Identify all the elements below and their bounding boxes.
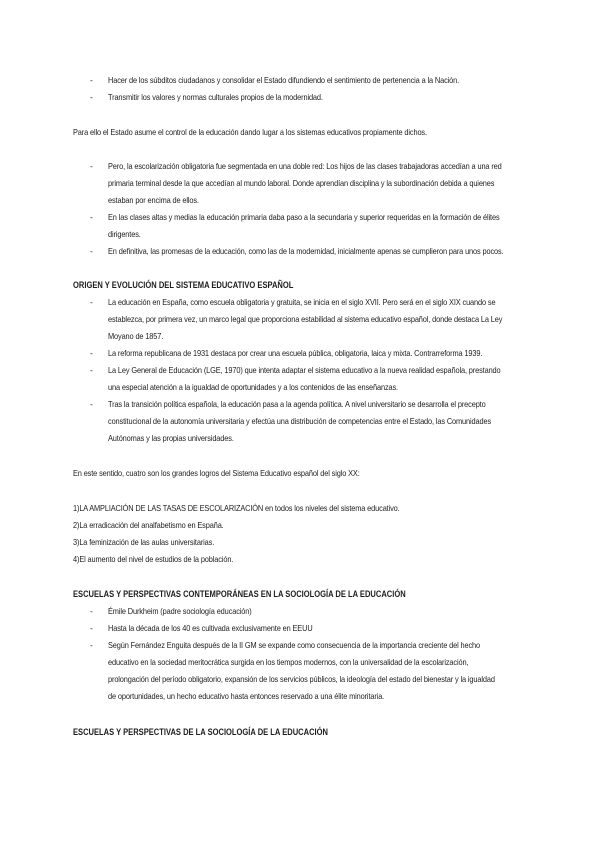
bullet-line: primaria terminal desde la que accedían al mundo laboral. Donde aprendían disciplina y la subordinación debida a quienes xyxy=(108,178,495,188)
bullet-line: establezca, por primera vez, un marco legal que proporciona estabilidad al sistema educativo español, donde destaca La Ley xyxy=(108,314,503,324)
list-item xyxy=(90,396,600,447)
bullet-line: Autónomas y las propias universidades. xyxy=(108,433,234,443)
achievements-list xyxy=(73,500,453,568)
bullet-dash: - xyxy=(90,297,93,307)
bullet-line: La educación en España, como escuela obligatoria y gratuita, se inicia en el siglo XVII. Pero será en el siglo XIX cuando se xyxy=(108,297,496,307)
bullet-dash: - xyxy=(90,348,93,358)
bullet-line: Tras la transición política española, la educación pasa a la agenda política. A nivel universitario se desarrolla el precepto xyxy=(108,399,486,409)
bullet-dash: - xyxy=(90,246,93,256)
bullet-text: Hacer de los súbditos ciudadanos y consolidar el Estado difundiendo el sentimiento de pertenencia a la Nación. xyxy=(108,75,460,85)
section-heading-contemporaneas: ESCUELAS Y PERSPECTIVAS CONTEMPORÁNEAS EN LA SOCIOLOGÍA DE LA EDUCACIÓN xyxy=(73,589,406,599)
bullet-line: de oportunidades, un hecho educativo hasta entonces reservado a una élite minoritaria. xyxy=(108,691,385,701)
intro-bullet-list xyxy=(90,72,600,106)
list-item xyxy=(90,294,600,345)
bullet-line: La reforma republicana de 1931 destaca por crear una escuela pública, obligatoria, laica y mixta. Contrarreforma 1939. xyxy=(108,348,483,358)
bullet-dash: - xyxy=(90,212,93,222)
list-item xyxy=(90,362,600,396)
list-item xyxy=(90,603,600,620)
list-item xyxy=(90,89,600,106)
achievement-item: 4)El aumento del nivel de estudios de la población. xyxy=(73,554,234,564)
section-heading-escuelas: ESCUELAS Y PERSPECTIVAS DE LA SOCIOLOGÍA DE LA EDUCACIÓN xyxy=(73,727,328,737)
list-item xyxy=(90,345,600,362)
contemporary-bullet-list xyxy=(90,603,600,705)
bullet-dash: - xyxy=(90,161,93,171)
bullet-dash: - xyxy=(90,75,93,85)
list-item xyxy=(90,209,600,243)
bullet-dash: - xyxy=(90,640,93,650)
bullet-line: Pero, la escolarización obligatoria fue segmentada en una doble red: Los hijos de las clases trabajadoras accedían a una red xyxy=(108,161,502,171)
bullet-line: una especial atención a la igualdad de oportunidades y a los contenidos de las enseñanzas. xyxy=(108,382,398,392)
achievement-item: 2)La erradicación del analfabetismo en España. xyxy=(73,520,224,530)
bullet-line: educativo en la sociedad meritocrática surgida en los tiempos modernos, con la universalidad de la escolarización, xyxy=(108,657,469,667)
bullet-dash: - xyxy=(90,399,93,409)
bullet-dash: - xyxy=(90,365,93,375)
origin-bullet-list xyxy=(90,294,600,447)
bullet-line: dirigentes. xyxy=(108,229,141,239)
bullet-line: estaban por encima de ellos. xyxy=(108,195,199,205)
bullet-line: Hasta la década de los 40 es cultivada exclusivamente en EEUU xyxy=(108,623,313,633)
list-item xyxy=(90,72,600,89)
bullet-dash: - xyxy=(90,92,93,102)
achievements-intro: En este sentido, cuatro son los grandes logros del Sistema Educativo español del siglo XX: xyxy=(73,468,360,478)
list-item xyxy=(90,620,600,637)
intro-paragraph: Para ello el Estado asume el control de la educación dando lugar a los sistemas educativos propiamente dichos. xyxy=(73,127,427,137)
schooling-bullet-list xyxy=(90,158,600,260)
bullet-text: Transmitir los valores y normas culturales propios de la modernidad. xyxy=(108,92,323,102)
bullet-line: En definitiva, las promesas de la educación, como las de la modernidad, inicialmente apenas se cumplieron para unos pocos. xyxy=(108,246,504,256)
bullet-line: Moyano de 1857. xyxy=(108,331,164,341)
achievement-item: 3)La feminización de las aulas universitarias. xyxy=(73,537,215,547)
list-item xyxy=(90,158,600,209)
bullet-line: La Ley General de Educación (LGE, 1970) que intenta adaptar el sistema educativo a la nueva realidad española, prestando xyxy=(108,365,501,375)
section-heading-origen: ORIGEN Y EVOLUCIÓN DEL SISTEMA EDUCATIVO ESPAÑOL xyxy=(73,280,294,290)
achievement-item: 1)LA AMPLIACIÓN DE LAS TASAS DE ESCOLARIZACIÓN en todos los niveles del sistema educativo. xyxy=(73,503,400,513)
bullet-line: prolongación del período obligatorio, expansión de los servicios públicos, la ideología del estado del bienestar y la igualdad xyxy=(108,674,495,684)
bullet-line: constitucional de la autonomía universitaria y efectúa una distribución de competencias entre el Estado, las Comunidades xyxy=(108,416,492,426)
list-item xyxy=(90,243,600,260)
list-item xyxy=(90,637,600,705)
bullet-line: Émile Durkheim (padre sociología educación) xyxy=(108,606,252,616)
bullet-line: Según Fernández Enguita después de la II GM se expande como consecuencia de la importancia creciente del hecho xyxy=(108,640,481,650)
bullet-dash: - xyxy=(90,623,93,633)
bullet-dash: - xyxy=(90,606,93,616)
bullet-line: En las clases altas y medias la educación primaria daba paso a la secundaria y superior requeridas en la formación de élites xyxy=(108,212,500,222)
